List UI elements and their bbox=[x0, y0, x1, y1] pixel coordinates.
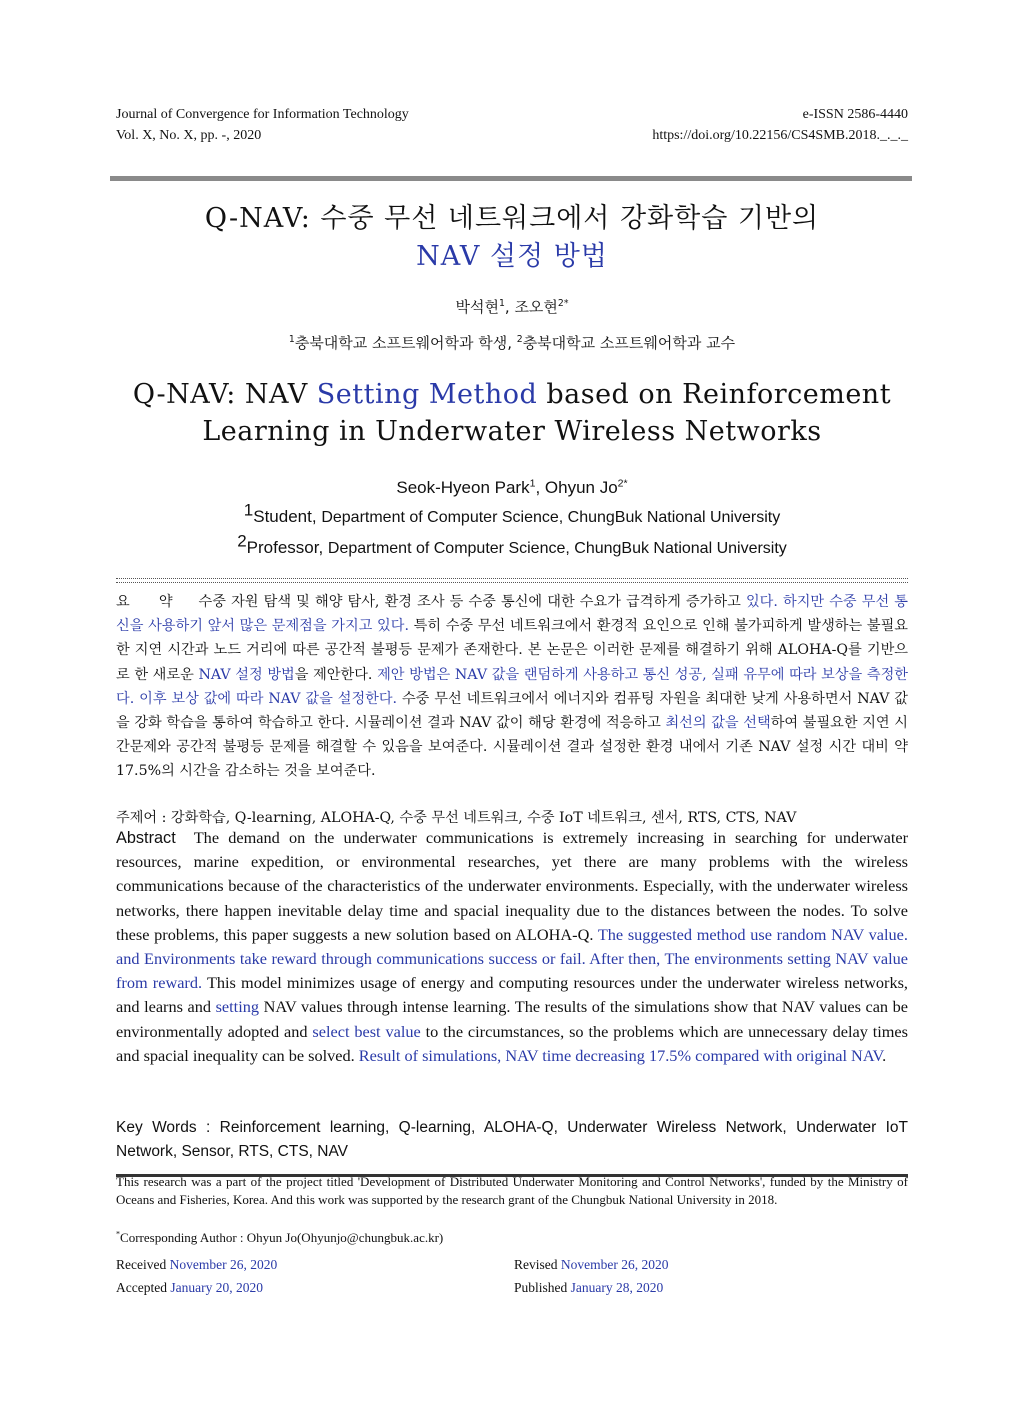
corr-text: Corresponding Author : Ohyun Jo(Ohyunjo@chungbuk.ac.kr) bbox=[120, 1230, 444, 1245]
published-date: January 28, 2020 bbox=[570, 1280, 664, 1295]
journal-volume: Vol. X, No. X, pp. -, 2020 bbox=[116, 128, 262, 143]
abs-en-s2: The suggested method use random NAV value. and Environments take reward through communications success or fail. After then, The environments setting NAV value from reward. bbox=[116, 924, 908, 993]
author-en-sep: , bbox=[535, 478, 545, 497]
abstract-en-label: Abstract bbox=[116, 829, 176, 847]
affil-en-1-sup: 1 bbox=[243, 500, 254, 520]
author-en-2-sup: 2* bbox=[617, 477, 628, 490]
affil-ko-2: 충북대학교 소프트웨어학과 교수 bbox=[522, 334, 736, 352]
author-sep: , bbox=[504, 298, 515, 316]
funding-note: This research was a part of the project titled 'Development of Distributed Underwater Monitoring and Control Networks', funded by the Ministry of Oceans and Fisheries, Korea. And this work was supported by the research grant of the Chungbuk National University in 2018. bbox=[116, 1174, 908, 1207]
abs-en-s8: Result of simulations, NAV time decreasing 17.5% compared with original NAV bbox=[358, 1045, 883, 1065]
corr-sup: * bbox=[116, 1229, 121, 1239]
abs-en-s1: The demand on the underwater communications is extremely increasing in searching for underwater resources, marine expedition, or environmental researches, yet there are many problems with the wireless communications because of the characteristics of the underwater environments. Especially, with the underwater wireless networks, there happen inevitable delay time and spacial inequality due to the distances between the nodes. To solve these problems, this paper suggests a new solution based on ALOHA-Q. bbox=[116, 828, 908, 944]
abs-ko-s1: 수중 자원 탐색 및 해양 탐사, 환경 조사 등 수중 통신에 대한 수요가 급격하게 증가하고 bbox=[198, 594, 746, 610]
author-ko-1: 박석현 bbox=[455, 298, 499, 316]
title-ko-line2: NAV 설정 방법 bbox=[416, 241, 608, 272]
abs-en-s5: NAV values through intense learning. The results of the simulations show that NAV values can be environmentally adopted and bbox=[116, 997, 908, 1041]
doi-link[interactable]: https://doi.org/10.22156/CS4SMB.2018._._._ bbox=[652, 128, 908, 143]
affiliation-korean bbox=[0, 332, 1024, 353]
abs-ko-s6: 제안 방법은 NAV 값을 랜덤하게 사용하고 통신 성공, 실패 유무에 따라 보상을 측정한다. 이후 보상 값에 따라 NAV 값을 설정한다. bbox=[116, 666, 908, 707]
header-rule bbox=[110, 176, 912, 181]
abstract-top-divider bbox=[116, 578, 908, 579]
authors-english bbox=[0, 478, 1024, 498]
keywords-en-text: Reinforcement learning, Q-learning, ALOHA-Q, Underwater Wireless Network, Underwater IoT Network, Sensor, RTS, CTS, NAV bbox=[116, 1119, 909, 1160]
published-label: Published bbox=[514, 1280, 571, 1295]
abs-ko-s8: 최선의 값을 선택 bbox=[665, 715, 771, 732]
abstract-korean bbox=[116, 590, 908, 784]
keywords-en-label: Key Words : bbox=[116, 1119, 220, 1136]
author-ko-2-sup: 2* bbox=[557, 298, 569, 309]
title-korean bbox=[0, 200, 1024, 276]
affil-en-1-rest: Department of Computer Science, ChungBuk National University bbox=[321, 509, 781, 526]
title-en-line2: Learning in Underwater Wireless Networks bbox=[202, 416, 822, 447]
revised-date: November 26, 2020 bbox=[560, 1257, 669, 1272]
revised-label: Revised bbox=[514, 1257, 561, 1272]
abs-en-s4: setting bbox=[215, 997, 260, 1017]
affil-en-2-lead: Professor, bbox=[246, 538, 328, 557]
received-date: November 26, 2020 bbox=[169, 1257, 278, 1272]
abstract-ko-label: 요 약 bbox=[116, 594, 185, 610]
affiliation-english-2 bbox=[0, 531, 1024, 558]
title-ko-line1: Q-NAV: 수중 무선 네트워크에서 강화학습 기반의 bbox=[204, 203, 820, 234]
abs-ko-s4: NAV 설정 방법 bbox=[198, 666, 295, 683]
abs-en-s7: to the circumstances, so the problems which are unnecessary delay times and spacial inequality can be solved. bbox=[116, 1021, 908, 1065]
abs-ko-s7: 수중 무선 네트워크에서 에너지와 컴퓨팅 자원을 최대한 낮게 사용하면서 NAV 값을 강화 학습을 통하여 학습하고 한다. 시뮬레이션 결과 NAV 값이 해당 환경에 적응하고 bbox=[116, 690, 908, 732]
received-label: Received bbox=[116, 1257, 170, 1272]
keywords-english bbox=[116, 1116, 908, 1164]
affil-ko-2-sup: 2 bbox=[516, 334, 523, 345]
author-en-1-sup: 1 bbox=[529, 477, 536, 490]
affil-en-1-lead: Student, bbox=[253, 507, 322, 526]
keywords-ko-text: 강화학습, Q-learning, ALOHA-Q, 수중 무선 네트워크, 수중 IoT 네트워크, 센서, RTS, CTS, NAV bbox=[170, 810, 797, 826]
journal-name: Journal of Convergence for Information Technology bbox=[116, 107, 409, 122]
title-english bbox=[0, 376, 1024, 450]
authors-korean bbox=[0, 296, 1024, 317]
author-ko-1-sup: 1 bbox=[498, 298, 505, 309]
journal-issn: e-ISSN 2586-4440 bbox=[802, 107, 908, 122]
author-en-2: Ohyun Jo bbox=[544, 478, 618, 497]
title-en-part1: Q-NAV: NAV bbox=[132, 379, 317, 410]
affiliation-english-1 bbox=[0, 500, 1024, 527]
abs-ko-s3: 특히 수중 무선 네트워크에서 환경적 요인으로 인해 불가피하게 발생하는 불필요한 지연 시간과 노드 거리에 따른 공간적 불평등 문제가 존재한다. 본 논문은 이러한 문제를 해결하기 위해 ALOHA-Q를 기반으로 한 새로운 bbox=[116, 618, 908, 683]
abs-en-s6: select best value bbox=[312, 1021, 421, 1041]
abstract-english bbox=[116, 826, 908, 1068]
abs-en-s3: This model minimizes usage of energy and computing resources under the underwater wireless networks, and learns and bbox=[116, 973, 909, 1017]
abs-ko-s5: 을 제안한다. bbox=[294, 666, 378, 683]
abs-ko-s2: 있다. 하지만 수중 무선 통신을 사용하기 앞서 많은 문제점을 가지고 있다. bbox=[116, 594, 909, 635]
accepted-label: Accepted bbox=[116, 1280, 171, 1295]
author-en-1: Seok-Hyeon Park bbox=[396, 478, 530, 497]
keywords-ko-label: 주제어 : bbox=[116, 810, 171, 826]
abs-ko-s9: 하여 불필요한 지연 시간문제와 공간적 불평등 문제를 해결할 수 있음을 보여준다. 시뮬레이션 결과 설정한 환경 내에서 기존 NAV 설정 시간 대비 약 17.5%의 시간을 감소하는 것을 보여준다. bbox=[116, 715, 908, 780]
affil-ko-1-sup: 1 bbox=[288, 334, 295, 345]
accepted-date: January 20, 2020 bbox=[170, 1280, 263, 1295]
abs-en-s9: . bbox=[882, 1045, 887, 1065]
author-ko-2: 조오현 bbox=[514, 298, 558, 316]
abstract-top-divider-2 bbox=[116, 582, 908, 583]
affil-ko-1: 충북대학교 소프트웨어학과 학생, bbox=[294, 334, 517, 352]
affil-en-2-sup: 2 bbox=[237, 531, 247, 551]
corresponding-author bbox=[116, 1230, 443, 1246]
title-en-part3: based on Reinforcement bbox=[537, 379, 892, 410]
title-en-highlight: Setting Method bbox=[316, 379, 538, 410]
affil-en-2-rest: Department of Computer Science, ChungBuk National University bbox=[327, 540, 787, 557]
